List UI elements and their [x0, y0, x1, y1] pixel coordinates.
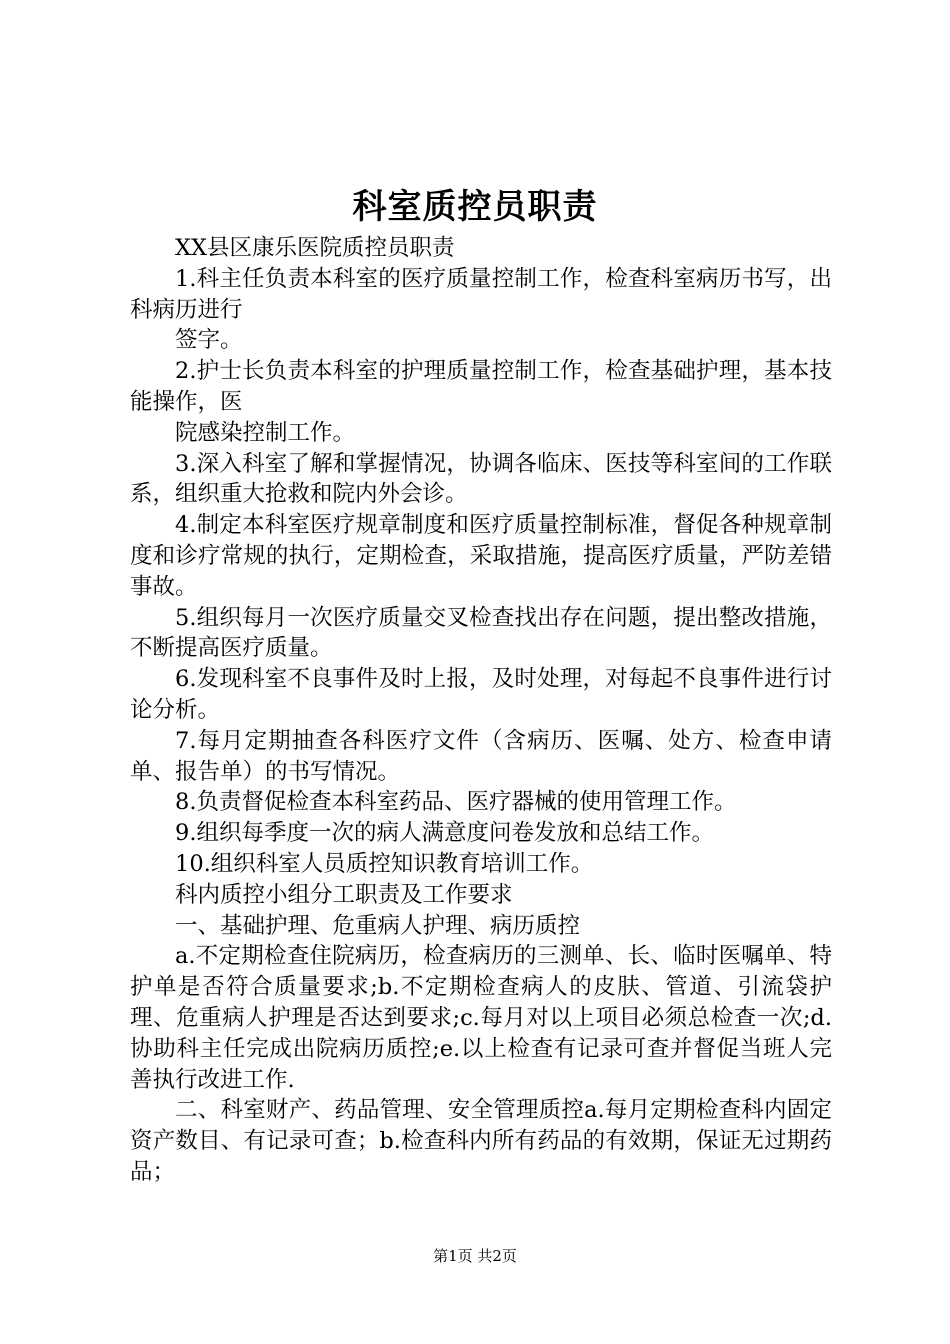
paragraph: 8.负责督促检查本科室药品、医疗器械的使用管理工作。 — [175, 789, 737, 816]
paragraph: 2.护士长负责本科室的护理质量控制工作，检查基础护理，基本技能操作，医 — [130, 358, 832, 415]
paragraph: 院感染控制工作。 — [175, 419, 356, 446]
section-heading: 科内质控小组分工职责及工作要求 — [175, 881, 513, 908]
section-heading: 一、基础护理、危重病人护理、病历质控 — [175, 912, 581, 939]
paragraph: 9.组织每季度一次的病人满意度问卷发放和总结工作。 — [175, 820, 714, 847]
paragraph: 3.深入科室了解和掌握情况，协调各临床、医技等科室间的工作联系，组织重大抢救和院内外会诊。 — [130, 450, 832, 508]
paragraph: 4.制定本科室医疗规章制度和医疗质量控制标准，督促各种规章制度和诊疗常规的执行，定期检查，采取措施，提高医疗质量，严防差错事故。 — [130, 512, 832, 600]
document-title: 科室质控员职责 — [352, 187, 598, 227]
paragraph: 7.每月定期抽查各科医疗文件（含病历、医嘱、处方、检查申请单、报告单）的书写情况。 — [130, 727, 832, 785]
paragraph: 6.发现科室不良事件及时上报，及时处理，对每起不良事件进行讨论分析。 — [130, 666, 832, 723]
paragraph: a.不定期检查住院病历，检查病历的三测单、长、临时医嘱单、特护单是否符合质量要求;b.不定期检查病人的皮肤、管道、引流袋护理、危重病人护理是否达到要求;c.每月对以上项目必须总检查一次;d.协助科主任完成出院病历质控;e.以上检查有记录可查并督促当班人完善执行改进工作. — [130, 943, 832, 1093]
paragraph: XX县区康乐医院质控员职责 — [175, 235, 455, 261]
paragraph: 签字。 — [175, 327, 243, 354]
paragraph: 二、科室财产、药品管理、安全管理质控a.每月定期检查科内固定资产数目、有记录可查；b.检查科内所有药品的有效期，保证无过期药品； — [130, 1097, 832, 1185]
paragraph: 1.科主任负责本科室的医疗质量控制工作，检查科室病历书写，出科病历进行 — [130, 265, 832, 323]
paragraph: 5.组织每月一次医疗质量交叉检查找出存在问题，提出整改措施，不断提高医疗质量。 — [130, 604, 832, 662]
paragraph: 10.组织科室人员质控知识教育培训工作。 — [175, 850, 594, 877]
page-footer: 第1页 共2页 — [433, 1247, 517, 1265]
document-body — [130, 233, 832, 1188]
